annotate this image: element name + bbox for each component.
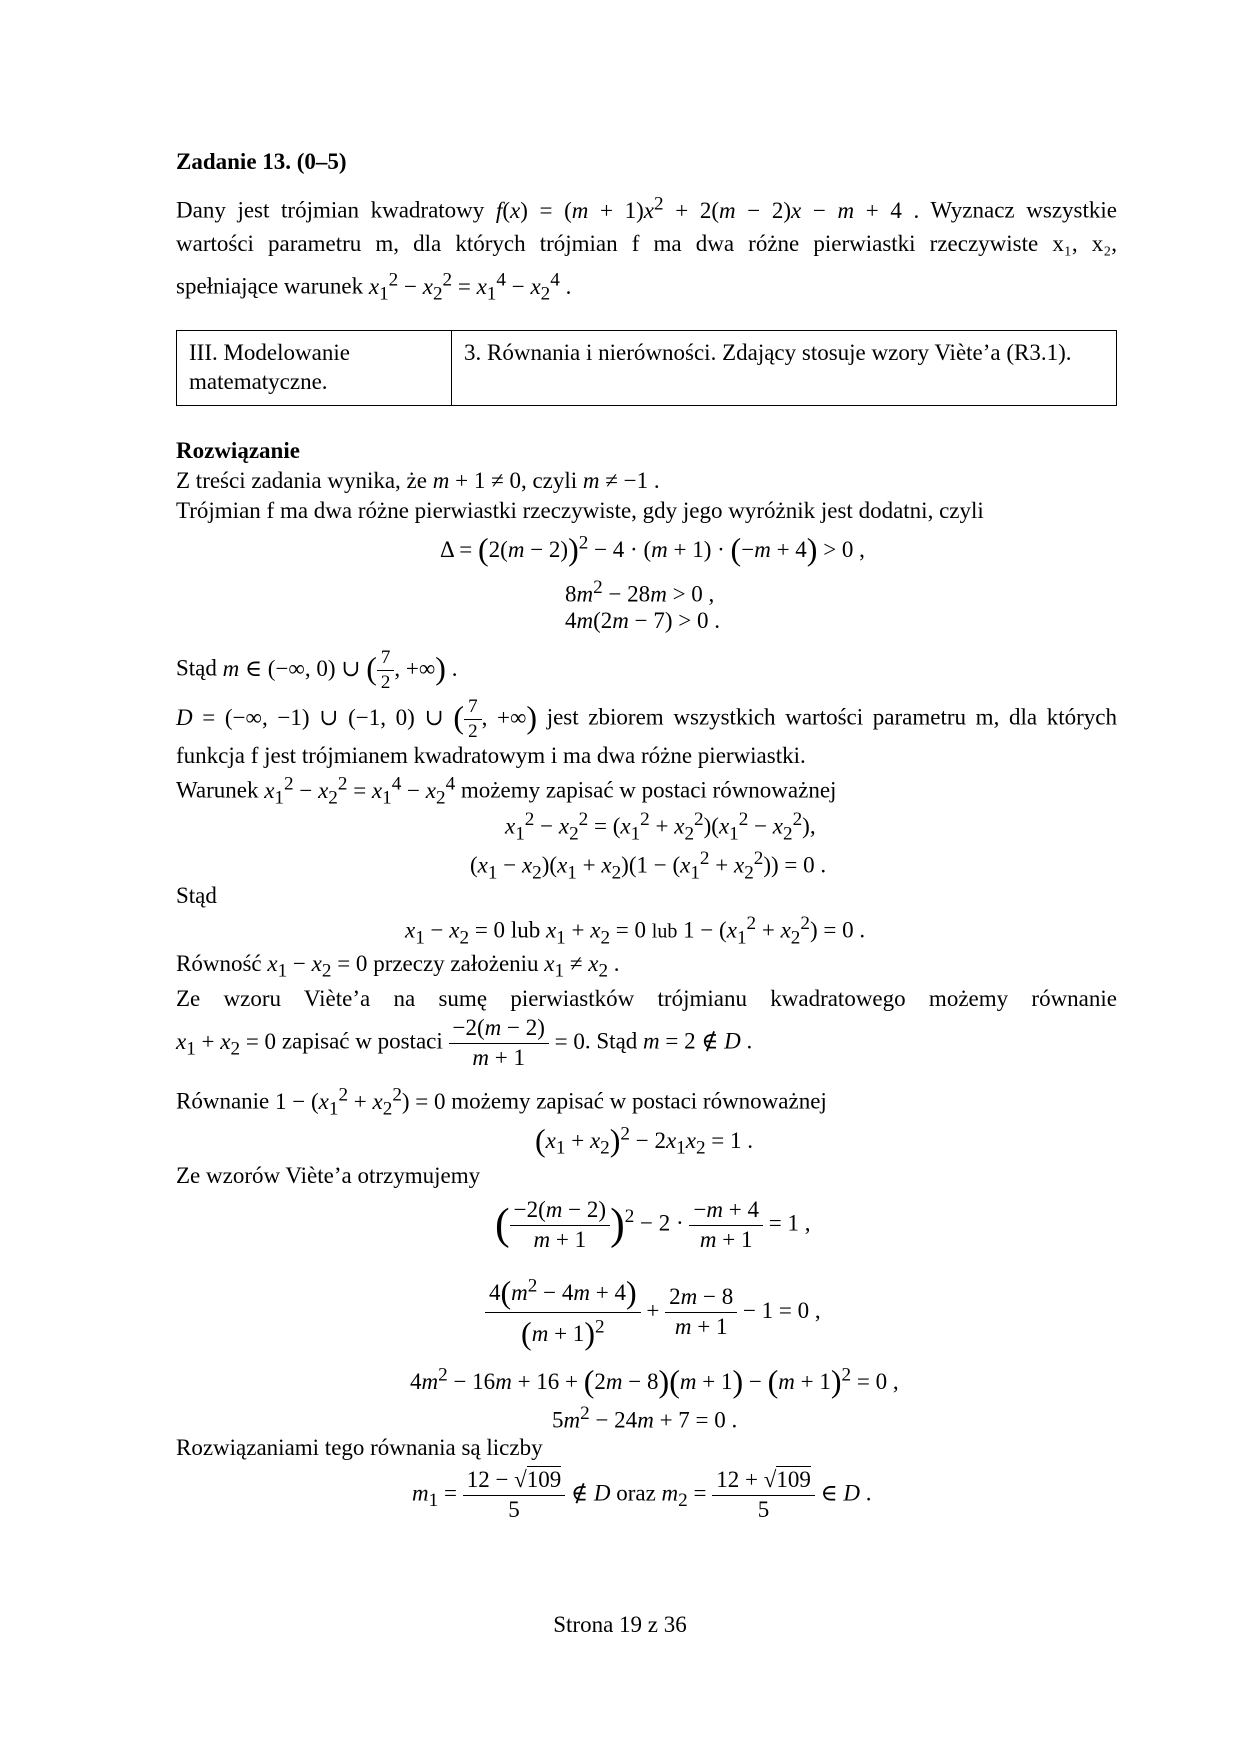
equation-delta-2: $8m^2 - 28m > 0$ ,	[565, 577, 715, 607]
page-footer: Strona 19 z 36	[553, 1612, 687, 1637]
task-line-2: wartości parametru m, dla których trójmian f ma dwa różne pierwiastki rzeczywiste x₁, x₂,	[176, 231, 1117, 256]
solution-stad-1: Stąd m ∈ (−∞, 0) ∪ ( $\frac{7}{2}$ , +∞) .	[176, 647, 458, 693]
equation-factor-2: $(x_1 - x_2)(x_1 + x_2)(1 - (x_1^2 + x_2^2)) = 0$ .	[470, 848, 827, 884]
solution-rownosc: Równość $x_1 - x_2 = 0$ przeczy założeniu $x_1 \ne x_2$ .	[176, 951, 620, 982]
solution-p2: Trójmian f ma dwa różne pierwiastki rzeczywiste, gdy jego wyróżnik jest dodatni, czyli	[176, 498, 984, 523]
equation-cases: $x_1 - x_2 = 0$ lub $x_1 + x_2 = 0$ lub $1 - (x_1^2 + x_2^2) = 0$ .	[405, 913, 866, 949]
trinomial-formula: $f(x) = (m + 1)x^2 + 2(m - 2)x - m + 4$ .	[495, 193, 920, 223]
requirements-table	[176, 330, 1117, 406]
solution-domain-2: funkcja f jest trójmianem kwadratowym i ma dwa różne pierwiastki.	[176, 743, 806, 768]
task-line-3: spełniające warunek $x_1^2 - x_2^2 = x_1^4 - x_2^4$ .	[176, 269, 572, 305]
equation-delta: $\Delta = (2(m - 2))^2 - 4 \cdot (m + 1) \cdot (-m + 4) > 0$ ,	[440, 531, 865, 567]
equation-delta-3: 4m(2m − 7) > 0 .	[565, 608, 721, 633]
solution-p1: Z treści zadania wynika, że m + 1 ≠ 0, czyli m ≠ −1 .	[176, 468, 660, 493]
task-title: Zadanie 13. (0–5)	[176, 149, 347, 174]
solution-domain: D = (−∞, −1) ∪ (−1, 0) ∪ ( $\frac{7}{2}$ , +∞) jest zbiorem wszystkich wartości parametru m, dla których	[176, 696, 1118, 742]
equation-quadratic: $5m^2 - 24m + 7 = 0$ .	[552, 1403, 738, 1433]
equation-sum-square: $(x_1 + x_2)^2 - 2x_1x_2 = 1$ .	[535, 1122, 754, 1159]
solution-warunek: Warunek $x_1^2 - x_2^2 = x_1^4 - x_2^4$ możemy zapisać w postaci równoważnej	[176, 773, 837, 809]
solution-rownanie: Równanie $1 - (x_1^2 + x_2^2) = 0$ możemy zapisać w postaci równoważnej	[176, 1084, 827, 1120]
requirement-general: III. Modelowanie matematyczne.	[177, 331, 452, 406]
solution-zapisac: $x_1 + x_2 = 0$ zapisać w postaci $\frac{-2(m - 2)}{m + 1}$ = 0. Stąd m = 2 ∉ D .	[176, 1015, 753, 1070]
equation-roots: $m_1$ = $\frac{12 - √109}{5}$ ∉ D oraz $m_2$ = $\frac{12 + √109}{5}$ ∈ D .	[412, 1467, 872, 1522]
solution-roots-intro: Rozwiązaniami tego równania są liczby	[176, 1435, 543, 1460]
solution-viete-2: Ze wzorów Viète’a otrzymujemy	[176, 1163, 481, 1188]
requirement-specific: 3. Równania i nierówności. Zdający stosuje wzory Viète’a (R3.1).	[452, 331, 1117, 406]
equation-viete-b: $\frac{4(m^2 - 4m + 4)}{(m + 1)^2}$ + $\frac{2m - 8}{m + 1}$ − 1 = 0 ,	[485, 1272, 821, 1353]
equation-viete-a: ( $\frac{-2(m - 2)}{m + 1}$ )$^2$ − 2 · $\frac{-m + 4}{m + 1}$ = 1 ,	[495, 1197, 811, 1252]
equation-factor-1: $x_1^2 - x_2^2 = (x_1^2 + x_2^2)(x_1^2 - x_2^2)$,	[505, 809, 816, 845]
task-line-1: Dany jest trójmian kwadratowy $f(x) = (m + 1)x^2 + 2(m - 2)x - m + 4$ . Wyznacz wszystkie	[176, 193, 1117, 223]
solution-viete-1: Ze wzoru Viète’a na sumę pierwiastków trójmianu kwadratowego możemy równanie	[176, 986, 1117, 1011]
solution-heading: Rozwiązanie	[176, 438, 300, 463]
equation-expanded: $4m^2 - 16m + 16 + (2m - 8)(m + 1) - (m + 1)^2 = 0$ ,	[410, 1363, 899, 1399]
solution-stad-2: Stąd	[176, 883, 217, 908]
